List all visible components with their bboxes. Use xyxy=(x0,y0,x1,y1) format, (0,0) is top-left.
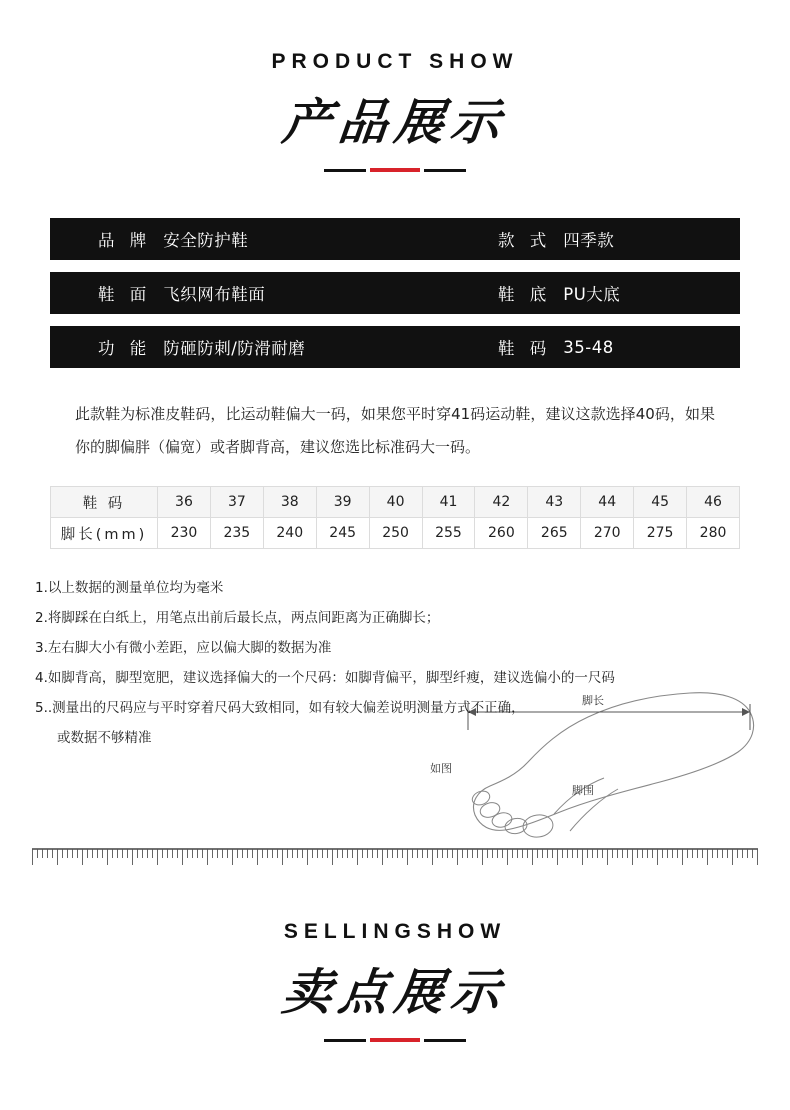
spec-label-function: 功 能 xyxy=(98,339,152,358)
selling-show-chinese-title: 卖点展示 xyxy=(279,964,510,1021)
size-cell: 37 xyxy=(210,487,263,518)
length-cell: 260 xyxy=(475,518,528,549)
header-divider-bottom xyxy=(0,1038,790,1042)
foot-girth-label: 脚围 xyxy=(572,784,594,797)
length-cell: 240 xyxy=(263,518,316,549)
size-chart-row-sizes xyxy=(51,487,740,518)
note-item: 5..测量出的尺码应与平时穿着尺码大致相同，如有较大偏差说明测量方式不正确， xyxy=(35,700,525,716)
divider-bar-right xyxy=(424,1039,466,1042)
spec-value-brand: 安全防护鞋 xyxy=(163,231,249,250)
spec-value-upper: 飞织网布鞋面 xyxy=(163,285,266,304)
spec-value-sole: PU大底 xyxy=(563,285,621,304)
size-chart-row-lengths xyxy=(51,518,740,549)
header-divider xyxy=(0,168,790,172)
size-cell: 43 xyxy=(528,487,581,518)
divider-bar-right xyxy=(424,169,466,172)
length-cell: 270 xyxy=(581,518,634,549)
divider-bar-left xyxy=(324,169,366,172)
length-cell: 245 xyxy=(316,518,369,549)
size-cell: 46 xyxy=(687,487,740,518)
length-cell: 230 xyxy=(158,518,211,549)
spec-cell-upper xyxy=(50,281,478,305)
note-item: 或数据不够精准 xyxy=(57,730,152,746)
ruler-svg xyxy=(32,848,758,878)
divider-bar-red xyxy=(370,168,420,172)
length-cell: 265 xyxy=(528,518,581,549)
note-item: 4.如脚背高，脚型宽肥，建议选择偏大的一个尺码：如脚背偏平，脚型纤瘦，建议选偏小的一尺码 xyxy=(35,670,615,686)
spec-label-upper: 鞋 面 xyxy=(98,285,152,304)
measurement-notes xyxy=(35,573,755,753)
spec-value-size: 35-48 xyxy=(563,337,614,357)
size-chart-row-label-size: 鞋 码 xyxy=(51,487,158,518)
size-chart-table xyxy=(50,486,740,549)
note-item: 2.将脚踩在白纸上，用笔点出前后最长点，两点间距离为正确脚长； xyxy=(35,610,440,626)
size-chart-row-label-length: 脚长(mm) xyxy=(51,518,158,549)
divider-bar-left xyxy=(324,1039,366,1042)
spec-cell-brand xyxy=(50,227,478,251)
size-cell: 44 xyxy=(581,487,634,518)
spec-cell-function xyxy=(50,335,478,359)
sizing-advice-paragraph: 此款鞋为标准皮鞋码，比运动鞋偏大一码，如果您平时穿41码运动鞋，建议这款选择40码，如果你的脚偏胖（偏宽）或者脚背高，建议您选比标准码大一码。 xyxy=(75,405,715,456)
ruler-graphic xyxy=(32,848,758,878)
spec-label-style: 款 式 xyxy=(498,231,552,250)
spec-label-brand: 品 牌 xyxy=(98,231,152,250)
note-item: 3.左右脚大小有微小差距，应以偏大脚的数据为准 xyxy=(35,640,332,656)
size-cell: 38 xyxy=(263,487,316,518)
spec-row xyxy=(50,326,740,368)
length-cell: 250 xyxy=(369,518,422,549)
selling-show-english-title: SELLINGSHOW xyxy=(283,920,507,943)
note-item: 1.以上数据的测量单位均为毫米 xyxy=(35,580,224,596)
product-show-english-title: PRODUCT SHOW xyxy=(271,50,519,73)
spec-table xyxy=(50,218,740,368)
length-cell: 275 xyxy=(634,518,687,549)
length-cell: 255 xyxy=(422,518,475,549)
size-cell: 41 xyxy=(422,487,475,518)
spec-row xyxy=(50,218,740,260)
selling-show-header xyxy=(0,920,790,1042)
spec-cell-sole xyxy=(478,281,620,305)
divider-bar-red xyxy=(370,1038,420,1042)
product-show-header xyxy=(0,0,790,172)
spec-label-size: 鞋 码 xyxy=(498,339,552,358)
spec-value-style: 四季款 xyxy=(563,231,615,250)
size-cell: 42 xyxy=(475,487,528,518)
size-cell: 40 xyxy=(369,487,422,518)
spec-cell-size xyxy=(478,335,614,359)
length-cell: 280 xyxy=(687,518,740,549)
spec-cell-style xyxy=(478,227,614,251)
foot-length-label: 脚长 xyxy=(582,694,604,707)
spec-label-sole: 鞋 底 xyxy=(498,285,552,304)
size-cell: 45 xyxy=(634,487,687,518)
size-cell: 36 xyxy=(158,487,211,518)
foot-diagram-caption: 如图 xyxy=(430,762,452,775)
size-cell: 39 xyxy=(316,487,369,518)
length-cell: 235 xyxy=(210,518,263,549)
product-show-chinese-title: 产品展示 xyxy=(279,94,510,151)
spec-row xyxy=(50,272,740,314)
spec-value-function: 防砸防刺/防滑耐磨 xyxy=(163,339,306,358)
